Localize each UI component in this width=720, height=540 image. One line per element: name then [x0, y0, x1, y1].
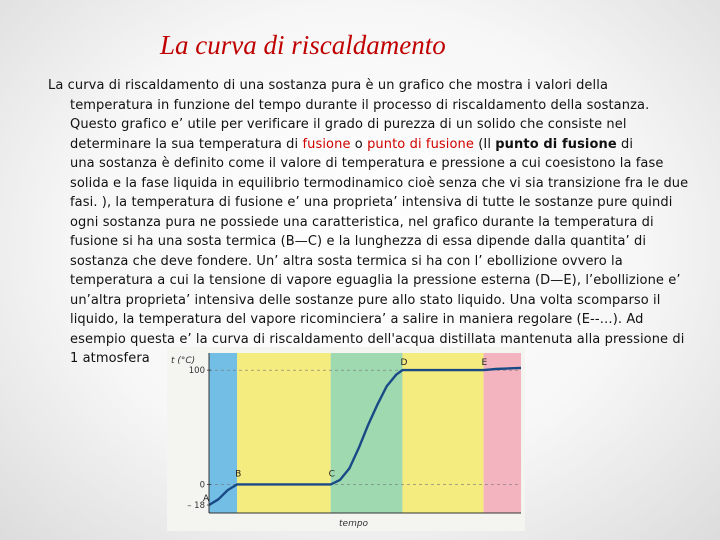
- point-label-c: C: [328, 469, 335, 480]
- text-line-fusione: [48, 135, 688, 155]
- fusione-highlight: fusione: [302, 136, 351, 152]
- text-line: temperatura a cui la tensione di vapore eguaglia la pressione esterna (D—E), l’ebollizione e’: [70, 273, 681, 288]
- text-segment: (Il: [473, 136, 496, 152]
- text-line: una sostanza è definito come il valore di temperatura e pressione a cui coesistono la fase: [70, 156, 664, 171]
- text-line: fusione si ha una sosta termica (B—C) e la lunghezza di essa dipende dalla quantita’ di: [70, 234, 647, 249]
- text-line: La curva di riscaldamento di una sostanza pura è un grafico che mostra i valori della: [48, 78, 609, 93]
- heating-curve-chart: [167, 347, 525, 531]
- point-label-a: A: [203, 494, 210, 504]
- phase-band: [237, 353, 331, 513]
- text-line: un’altra proprieta’ intensiva delle sostanze pure allo stato liquido. Una volta scomparso il: [70, 292, 661, 308]
- point-label-b: B: [235, 469, 242, 480]
- y-tick-label: 100: [188, 366, 205, 377]
- text-line: ogni sostanza pura ne possiede una caratteristica, nel grafico durante la temperatura di: [70, 214, 654, 230]
- phase-band: [481, 353, 521, 513]
- text-line: temperatura in funzione del tempo durante il processo di riscaldamento della sostanza.: [70, 97, 650, 113]
- text-line: esempio questa e’ la curva di riscaldamento dell'acqua distillata mantenuta alla pressione di: [70, 331, 685, 347]
- point-label-d: D: [400, 358, 408, 369]
- text-segment: di: [616, 136, 634, 152]
- y-tick-label: – 18: [187, 501, 205, 511]
- x-axis-label: tempo: [339, 519, 369, 529]
- text-line: liquido, la temperatura del vapore ricominciera’ a salire in maniera regolare (E--…). Ad: [70, 312, 644, 327]
- text-segment: o: [350, 136, 368, 152]
- text-line: fasi. ), la temperatura di fusione e’ una proprieta’ intensiva di tutte le sostanze pure quindi: [70, 195, 673, 210]
- phase-band: [209, 353, 237, 513]
- punto-di-fusione-highlight: punto di fusione: [367, 136, 474, 152]
- y-axis-label: t (°C): [171, 356, 196, 366]
- text-line: sostanza che deve fondere. Un’ altra sosta termica si ha con l’ ebollizione ovvero la: [70, 253, 623, 269]
- body-paragraph: [48, 76, 688, 369]
- punto-di-fusione-bold: punto di fusione: [495, 136, 617, 152]
- phase-band: [402, 353, 483, 513]
- point-label-e: E: [481, 358, 488, 369]
- slide-title: La curva di riscaldamento: [160, 30, 446, 60]
- text-line: Questo grafico e’ utile per verificare il grado di purezza di un solido che consiste nel: [70, 117, 627, 132]
- text-line: 1 atmosfera: [70, 351, 150, 366]
- text-line: solida e la fase liquida in equilibrio termodinamico cioè senza che vi sia transizione fra le due: [70, 175, 689, 191]
- phase-band: [328, 353, 403, 513]
- text-segment: determinare la sua temperatura di: [70, 136, 303, 152]
- y-tick-label: 0: [199, 480, 205, 491]
